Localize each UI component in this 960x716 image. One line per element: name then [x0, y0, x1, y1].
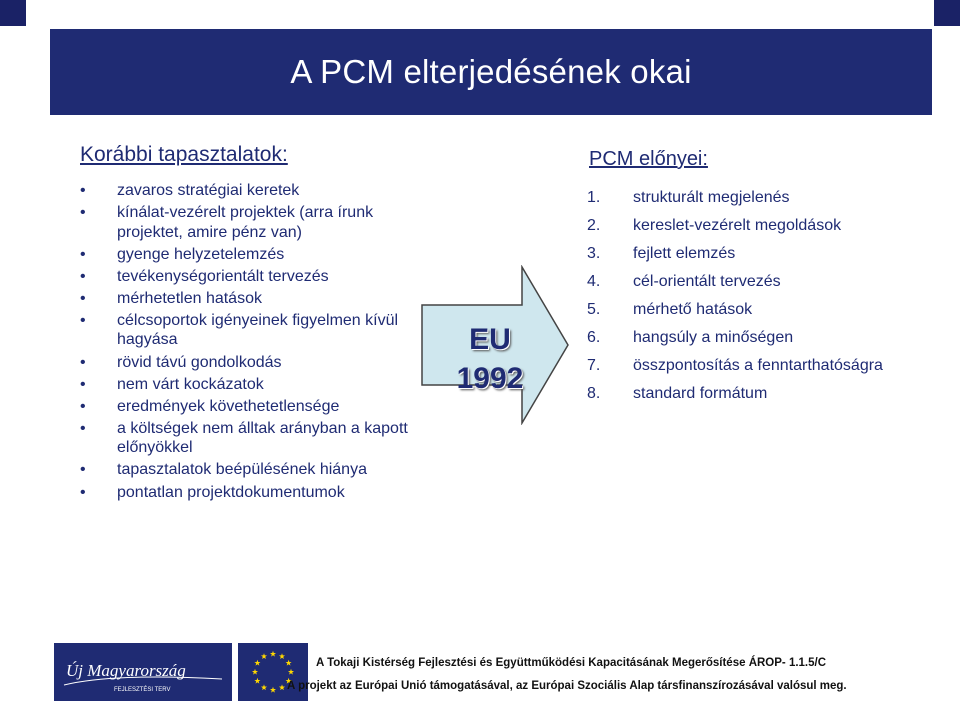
list-item-text: pontatlan projektdokumentumok [117, 483, 345, 501]
bullet-icon: • [80, 204, 86, 222]
footer-line-1: A Tokaji Kistérség Fejlesztési és Együttműködési Kapacitásának Megerősítése ÁROP- 1.1.5/C [316, 657, 827, 669]
eu-star-icon [270, 687, 276, 693]
list-item-text: tevékenységorientált tervezés [117, 267, 329, 285]
list-item-text: cél-orientált tervezés [633, 273, 781, 290]
list-item [80, 311, 440, 350]
list-item-number: 2. [587, 217, 601, 234]
right-heading: PCM előnyei: [589, 148, 708, 170]
list-item [80, 353, 440, 373]
list-item [587, 272, 927, 292]
list-item [80, 203, 440, 242]
list-item-number: 7. [587, 357, 601, 374]
arrow-label-year: 1992 [456, 362, 524, 395]
list-item-number: 6. [587, 329, 601, 346]
corner-mark-right [934, 0, 960, 26]
eu-star-icon [270, 651, 276, 657]
list-item-text: eredmények követhetetlensége [117, 397, 340, 415]
title-bar [50, 29, 932, 115]
list-item-text: zavaros stratégiai keretek [117, 182, 300, 199]
eu-star-icon [286, 660, 292, 666]
bullet-icon: • [80, 289, 86, 307]
bullet-icon: • [80, 267, 86, 285]
list-item [80, 181, 440, 201]
list-item-text: rövid távú gondolkodás [117, 353, 282, 371]
bullet-icon: • [80, 375, 86, 393]
bullet-icon: • [80, 311, 86, 329]
list-item-text: mérhető hatások [633, 301, 753, 318]
list-item-text: kereslet-vezérelt megoldások [633, 217, 842, 234]
footer-line-2: A projekt az Európai Unió támogatásával, az Európai Szociális Alap társfinanszírozásával valósul meg. [287, 680, 847, 692]
bullet-icon: • [80, 397, 86, 415]
list-item [80, 267, 440, 287]
left-bullet-list [80, 181, 440, 505]
bullet-icon: • [80, 483, 86, 501]
eu-star-icon [254, 678, 260, 684]
bullet-icon: • [80, 182, 86, 199]
list-item-number: 1. [587, 189, 601, 206]
list-item [80, 397, 440, 417]
right-numbered-list [587, 188, 927, 412]
slide-title: A PCM elterjedésének okai [290, 53, 692, 90]
bullet-icon: • [80, 245, 86, 263]
eu-star-icon [252, 669, 258, 675]
list-item [80, 375, 440, 395]
uj-magyarorszag-logo-art [54, 643, 232, 701]
list-item-text: gyenge helyzetelemzés [117, 245, 285, 263]
list-item-text: hangsúly a minőségen [633, 329, 794, 346]
bullet-icon: • [80, 461, 86, 479]
list-item-text: kínálat-vezérelt projektek (arra írunk projektet, amire pénz van) [117, 204, 374, 241]
eu-stars-icon [238, 643, 308, 701]
arrow-label-eu: EU [469, 323, 511, 356]
svg-text:Új Magyarország: Új Magyarország [66, 661, 186, 680]
list-item-text: fejlett elemzés [633, 245, 736, 262]
bullet-icon: • [80, 353, 86, 371]
bullet-icon: • [80, 419, 86, 437]
eu-star-icon [254, 660, 260, 666]
list-item [587, 216, 927, 236]
list-item [80, 419, 440, 458]
eu-flag-logo [238, 643, 308, 701]
list-item [80, 289, 440, 309]
list-item [587, 384, 927, 404]
corner-mark-left [0, 0, 26, 26]
list-item-text: nem várt kockázatok [117, 375, 264, 393]
list-item-text: mérhetetlen hatások [117, 289, 262, 307]
list-item-text: célcsoportok igényeinek figyelmen kívül hagyása [117, 311, 399, 349]
list-item-text: összpontosítás a fenntarthatóságra [633, 357, 883, 374]
eu-star-icon [279, 653, 285, 659]
list-item-text: strukturált megjelenés [633, 189, 790, 206]
list-item [80, 460, 440, 480]
list-item [587, 244, 927, 264]
list-item-text: a költségek nem álltak arányban a kapott előnyökkel [117, 419, 408, 457]
eu-star-icon [279, 684, 285, 690]
eu-star-icon [261, 653, 267, 659]
eu-star-icon [288, 669, 294, 675]
list-item [587, 356, 927, 376]
eu-star-icon [261, 684, 267, 690]
list-item-number: 4. [587, 273, 601, 290]
list-item [80, 483, 440, 503]
list-item [587, 188, 927, 208]
list-item-number: 5. [587, 301, 601, 318]
list-item-number: 8. [587, 385, 601, 402]
list-item-text: standard formátum [633, 385, 768, 402]
list-item [587, 328, 927, 348]
list-item [80, 245, 440, 265]
list-item [587, 300, 927, 320]
uj-magyarorszag-logo [54, 643, 232, 701]
list-item-text: tapasztalatok beépülésének hiánya [117, 461, 367, 479]
svg-text:FEJLESZTÉSI TERV: FEJLESZTÉSI TERV [114, 687, 171, 693]
left-heading: Korábbi tapasztalatok: [80, 143, 288, 166]
list-item-number: 3. [587, 245, 601, 262]
